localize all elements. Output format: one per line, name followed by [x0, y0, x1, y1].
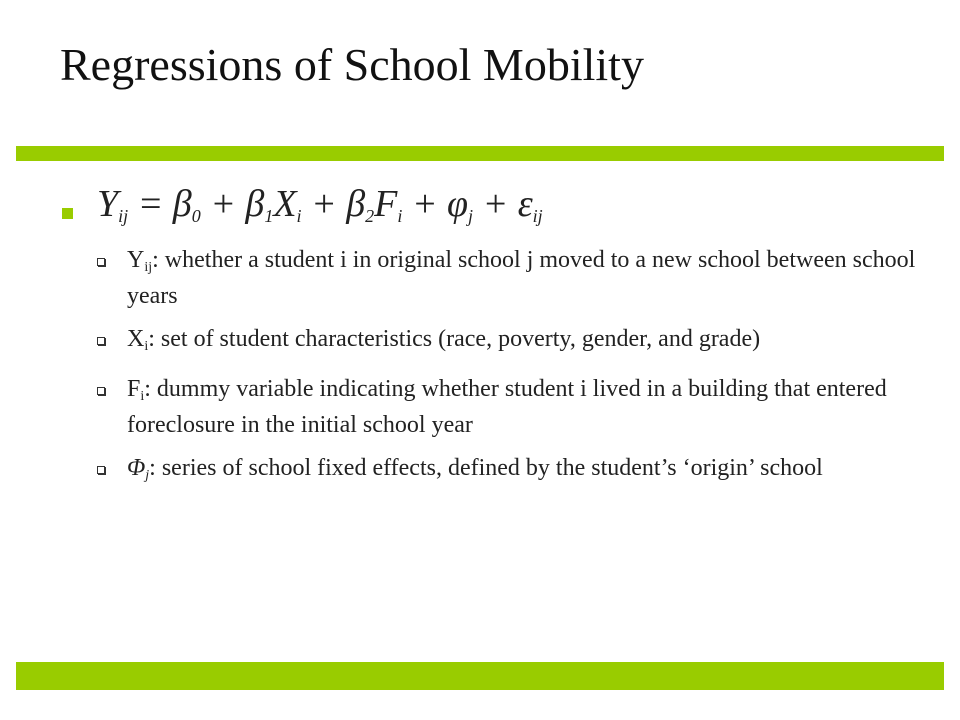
variable-symbol — [127, 455, 149, 481]
variable-symbol — [127, 247, 152, 273]
eq-y: Y — [97, 183, 119, 225]
eq-x: X — [273, 183, 297, 225]
variable-symbol — [127, 376, 144, 402]
variable-letter: Φ — [127, 455, 146, 481]
eq-x-sub: i — [296, 206, 302, 226]
list-item — [96, 325, 916, 361]
variable-description: : set of student characteristics (race, poverty, gender, and grade) — [148, 326, 761, 352]
list-item — [96, 454, 916, 490]
square-bullet-icon — [62, 208, 73, 219]
slide-title: Regressions of School Mobility — [60, 39, 644, 90]
variable-symbol — [127, 326, 148, 352]
checkbox-bullet-icon — [97, 466, 105, 474]
variable-subscript: ij — [144, 260, 153, 275]
eq-equals-beta0: = β — [128, 183, 192, 225]
eq-epsilon-sub: ij — [532, 206, 543, 226]
variable-description: : dummy variable indicating whether student i lived in a building that entered foreclosure in the initial school year — [127, 376, 887, 438]
eq-beta1-sub: 1 — [264, 206, 274, 226]
eq-plus-beta1: + β — [200, 183, 265, 225]
variable-subscript: i — [140, 389, 145, 404]
variable-letter: X — [127, 326, 145, 352]
checkbox-bullet-icon — [97, 387, 105, 395]
top-accent-bar — [16, 146, 944, 161]
variable-letter: Y — [127, 247, 145, 273]
eq-phi-sub: j — [468, 206, 474, 226]
regression-equation — [97, 182, 940, 227]
eq-beta2-sub: 2 — [365, 206, 375, 226]
eq-plus-beta2: + β — [301, 183, 366, 225]
eq-plus-phi: + φ — [402, 183, 469, 225]
variable-description: : series of school fixed effects, defined by the student’s ‘origin’ school — [149, 455, 823, 481]
eq-f-sub: i — [397, 206, 403, 226]
variable-subscript: j — [145, 468, 150, 483]
eq-y-sub: ij — [118, 206, 129, 226]
list-item — [96, 246, 916, 311]
checkbox-bullet-icon — [97, 337, 105, 345]
variable-description: : whether a student i in original school j moved to a new school between school years — [127, 247, 916, 309]
eq-f: F — [374, 183, 398, 225]
eq-beta0-sub: 0 — [191, 206, 201, 226]
checkbox-bullet-icon — [97, 258, 105, 266]
variable-subscript: i — [144, 339, 149, 354]
bottom-accent-bar — [16, 662, 944, 690]
variable-letter: F — [127, 376, 141, 402]
variable-definitions-list — [96, 246, 916, 504]
list-item — [96, 375, 916, 440]
equation-bullet — [60, 182, 940, 227]
eq-plus-epsilon: + ε — [473, 183, 533, 225]
